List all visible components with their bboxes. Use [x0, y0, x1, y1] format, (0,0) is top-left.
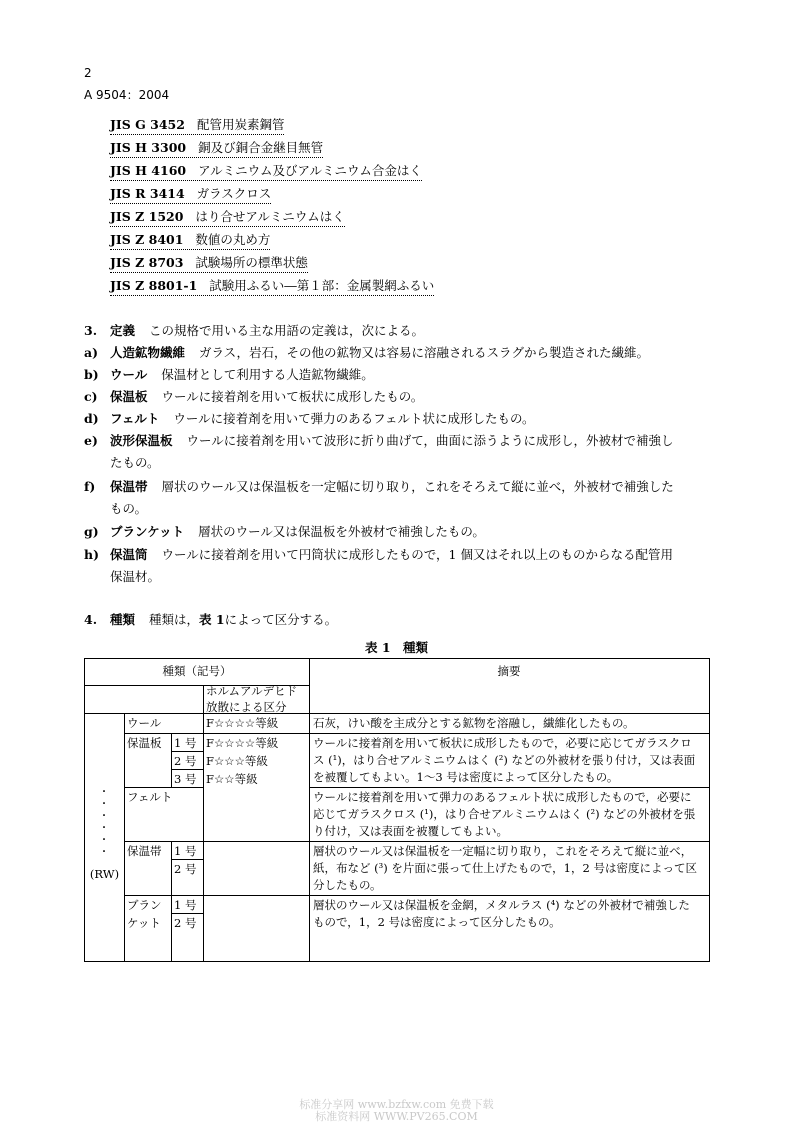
header-formaldehyde: 放散による区分: [206, 700, 287, 714]
definition-item: [84, 386, 714, 408]
definition-item: [84, 342, 714, 364]
summary-felt: 応じてガラスクロス (¹)，はり合せアルミニウムはく (²) などの外被材を張: [313, 807, 696, 821]
summary-board: ス (¹)，はり合せアルミニウムはく (²) などの外被材を張り付け，又は表面: [313, 753, 696, 767]
reference-code: JIS Z 8801-1: [110, 278, 198, 293]
reference-code: JIS G 3452: [110, 117, 185, 132]
section-intro: この規格で用いる主な用語の定義は，次による。: [149, 323, 425, 338]
reference-code: JIS Z 8703: [110, 255, 184, 270]
grade: F☆☆☆等級: [206, 754, 268, 768]
standard-number: A 9504：2004: [84, 88, 170, 102]
grade: F☆☆☆☆等級: [206, 716, 279, 730]
term: フェルト: [110, 411, 160, 426]
type-table: [84, 658, 710, 962]
sub-number: 2 号: [174, 862, 197, 876]
reference-item[interactable]: [110, 209, 345, 227]
kind-board: 保温板: [127, 736, 162, 750]
reference-title: はり合せアルミニウムはく: [195, 209, 345, 224]
summary-board: を被覆してもよい。1～3 号は密度によって区分したもの。: [313, 770, 619, 784]
item-label: h): [84, 547, 100, 562]
grade: F☆☆☆☆等級: [206, 736, 279, 750]
item-label: f): [84, 479, 96, 494]
section-4-heading: [84, 609, 714, 631]
definition-item: [84, 430, 714, 452]
table-rule: [171, 733, 172, 787]
table-reference[interactable]: 表 1: [199, 612, 225, 627]
reference-item[interactable]: [110, 255, 308, 273]
section-title: 種類: [110, 612, 136, 627]
reference-item[interactable]: [110, 140, 323, 158]
table-rule: [309, 659, 310, 961]
definition-text: ウールに接着剤を用いて弾力のあるフェルト状に成形したもの。: [173, 411, 535, 426]
table-rule: [124, 841, 709, 842]
definition-text: ウールに接着剤を用いて板状に成形したもの。: [161, 389, 424, 404]
reference-item[interactable]: [110, 186, 271, 204]
item-label: c): [84, 389, 98, 404]
summary-belt: 紙，布など (³) を片面に張って仕上げたもので，1，2 号は密度によって区: [313, 861, 697, 875]
summary-belt: 層状のウール又は保温板を一定幅に切り取り，これをそろえて縦に並べ，: [313, 844, 693, 858]
definition-text: 保温材として利用する人造鉱物繊維。: [161, 367, 374, 382]
definition-item: [84, 408, 714, 430]
definition-item: [84, 476, 714, 498]
reference-title: 試験場所の標準状態: [195, 255, 308, 270]
definition-continuation: もの。: [110, 501, 148, 516]
group-symbol: (RW): [89, 867, 120, 881]
table-rule: [203, 685, 204, 961]
term: 保温筒: [110, 547, 148, 562]
sub-number: 2 号: [174, 754, 197, 768]
term: 保温板: [110, 389, 148, 404]
sub-number: 1 号: [174, 736, 197, 750]
term: ウール: [110, 367, 148, 382]
item-label: b): [84, 367, 99, 382]
kind-blanket: ケット: [127, 916, 161, 930]
section-title: 定義: [110, 323, 136, 338]
header-formaldehyde: ホルムアルデヒド: [206, 684, 298, 698]
kind-felt: フェルト: [127, 790, 173, 804]
item-label: g): [84, 524, 99, 539]
section-text: 種類は，: [149, 612, 200, 627]
reference-item[interactable]: [110, 163, 422, 181]
definition-text: 層状のウール又は保温板を外被材で補強したもの。: [198, 524, 485, 539]
reference-item[interactable]: [110, 117, 284, 135]
header-kind: 種類（記号）: [162, 664, 232, 678]
group-dots: ・ ・ ・ ・ ・ ・: [99, 787, 109, 858]
section-number: 4.: [84, 612, 98, 627]
sub-number: 1 号: [174, 898, 197, 912]
kind-wool: ウール: [127, 716, 162, 730]
header-summary: 摘要: [497, 664, 521, 678]
table-rule: [171, 751, 203, 752]
reference-title: 数値の丸め方: [195, 232, 271, 247]
reference-code: JIS Z 8401: [110, 232, 184, 247]
reference-title: ガラスクロス: [196, 186, 272, 201]
definition-text: ガラス，岩石，その他の鉱物又は容易に溶融されるスラグから製造された繊維。: [199, 345, 650, 360]
item-label: d): [84, 411, 99, 426]
table-caption: 表 1 種類: [364, 640, 429, 655]
summary-blanket: もので，1，2 号は密度によって区分したもの。: [313, 915, 561, 929]
section-number: 3.: [84, 323, 98, 338]
definition-item: [84, 521, 714, 543]
kind-belt: 保温帯: [127, 844, 162, 858]
table-rule: [171, 859, 203, 860]
page-number: 2: [84, 66, 92, 80]
reference-title: 試験用ふるい―第１部：金属製網ふるい: [209, 278, 435, 293]
table-rule: [171, 913, 203, 914]
definition-text: 層状のウール又は保温板を一定幅に切り取り，これをそろえて縦に並べ，外被材で補強した: [161, 479, 674, 494]
sub-number: 1 号: [174, 844, 197, 858]
section-text: によって区分する。: [224, 612, 338, 627]
table-rule: [171, 769, 203, 770]
reference-title: 配管用炭素鋼管: [196, 117, 285, 132]
reference-item[interactable]: [110, 232, 270, 250]
table-rule: [124, 713, 125, 961]
table-rule: [124, 787, 203, 788]
watermark-text: 标准分享网 www.bzfxw.com 免费下载: [299, 1098, 494, 1111]
summary-wool: 石灰，けい酸を主成分とする鉱物を溶融し，繊維化したもの。: [313, 716, 635, 730]
definition-continuation: 保温材。: [110, 569, 161, 584]
summary-felt: り付け，又は表面を被覆してもよい。: [313, 824, 509, 838]
reference-code: JIS R 3414: [110, 186, 185, 201]
sub-number: 3 号: [174, 772, 197, 786]
summary-board: ウールに接着剤を用いて板状に成形したもので，必要に応じてガラスクロ: [313, 736, 692, 750]
term: ブランケット: [110, 524, 185, 539]
definition-item: [84, 544, 714, 566]
sub-number: 2 号: [174, 916, 197, 930]
grade: F☆☆等級: [206, 772, 258, 786]
reference-code: JIS Z 1520: [110, 209, 184, 224]
summary-felt: ウールに接着剤を用いて弾力のあるフェルト状に成形したもので，必要に: [313, 790, 692, 804]
term: 人造鉱物繊維: [110, 345, 186, 360]
item-label: a): [84, 345, 99, 360]
definition-item: [84, 364, 714, 386]
watermark-text: 标准资料网 WWW.PV265.COM: [315, 1110, 478, 1123]
reference-code: JIS H 3300: [110, 140, 187, 155]
kind-blanket: ブラン: [127, 898, 162, 912]
table-rule: [124, 733, 709, 734]
definition-text: ウールに接着剤を用いて円筒状に成形したもので，1 個又はそれ以上のものからなる配管用: [161, 547, 673, 562]
section-3-heading: [84, 320, 714, 342]
definition-text: ウールに接着剤を用いて波形に折り曲げて，曲面に添うように成形し，外被材で補強し: [186, 433, 674, 448]
reference-code: JIS H 4160: [110, 163, 187, 178]
table-rule: [309, 787, 709, 788]
item-label: e): [84, 433, 98, 448]
reference-item[interactable]: [110, 278, 434, 296]
reference-title: 銅及び銅合金継目無管: [198, 140, 324, 155]
term: 保温帯: [110, 479, 148, 494]
definition-continuation: たもの。: [110, 455, 160, 470]
table-rule: [85, 713, 709, 714]
summary-belt: 分したもの。: [313, 878, 382, 892]
reference-title: アルミニウム及びアルミニウム合金はく: [198, 163, 422, 178]
term: 波形保温板: [110, 433, 173, 448]
table-rule: [124, 895, 709, 896]
summary-blanket: 層状のウール又は保温板を金網，メタルラス (⁴) などの外被材で補強した: [313, 898, 690, 912]
